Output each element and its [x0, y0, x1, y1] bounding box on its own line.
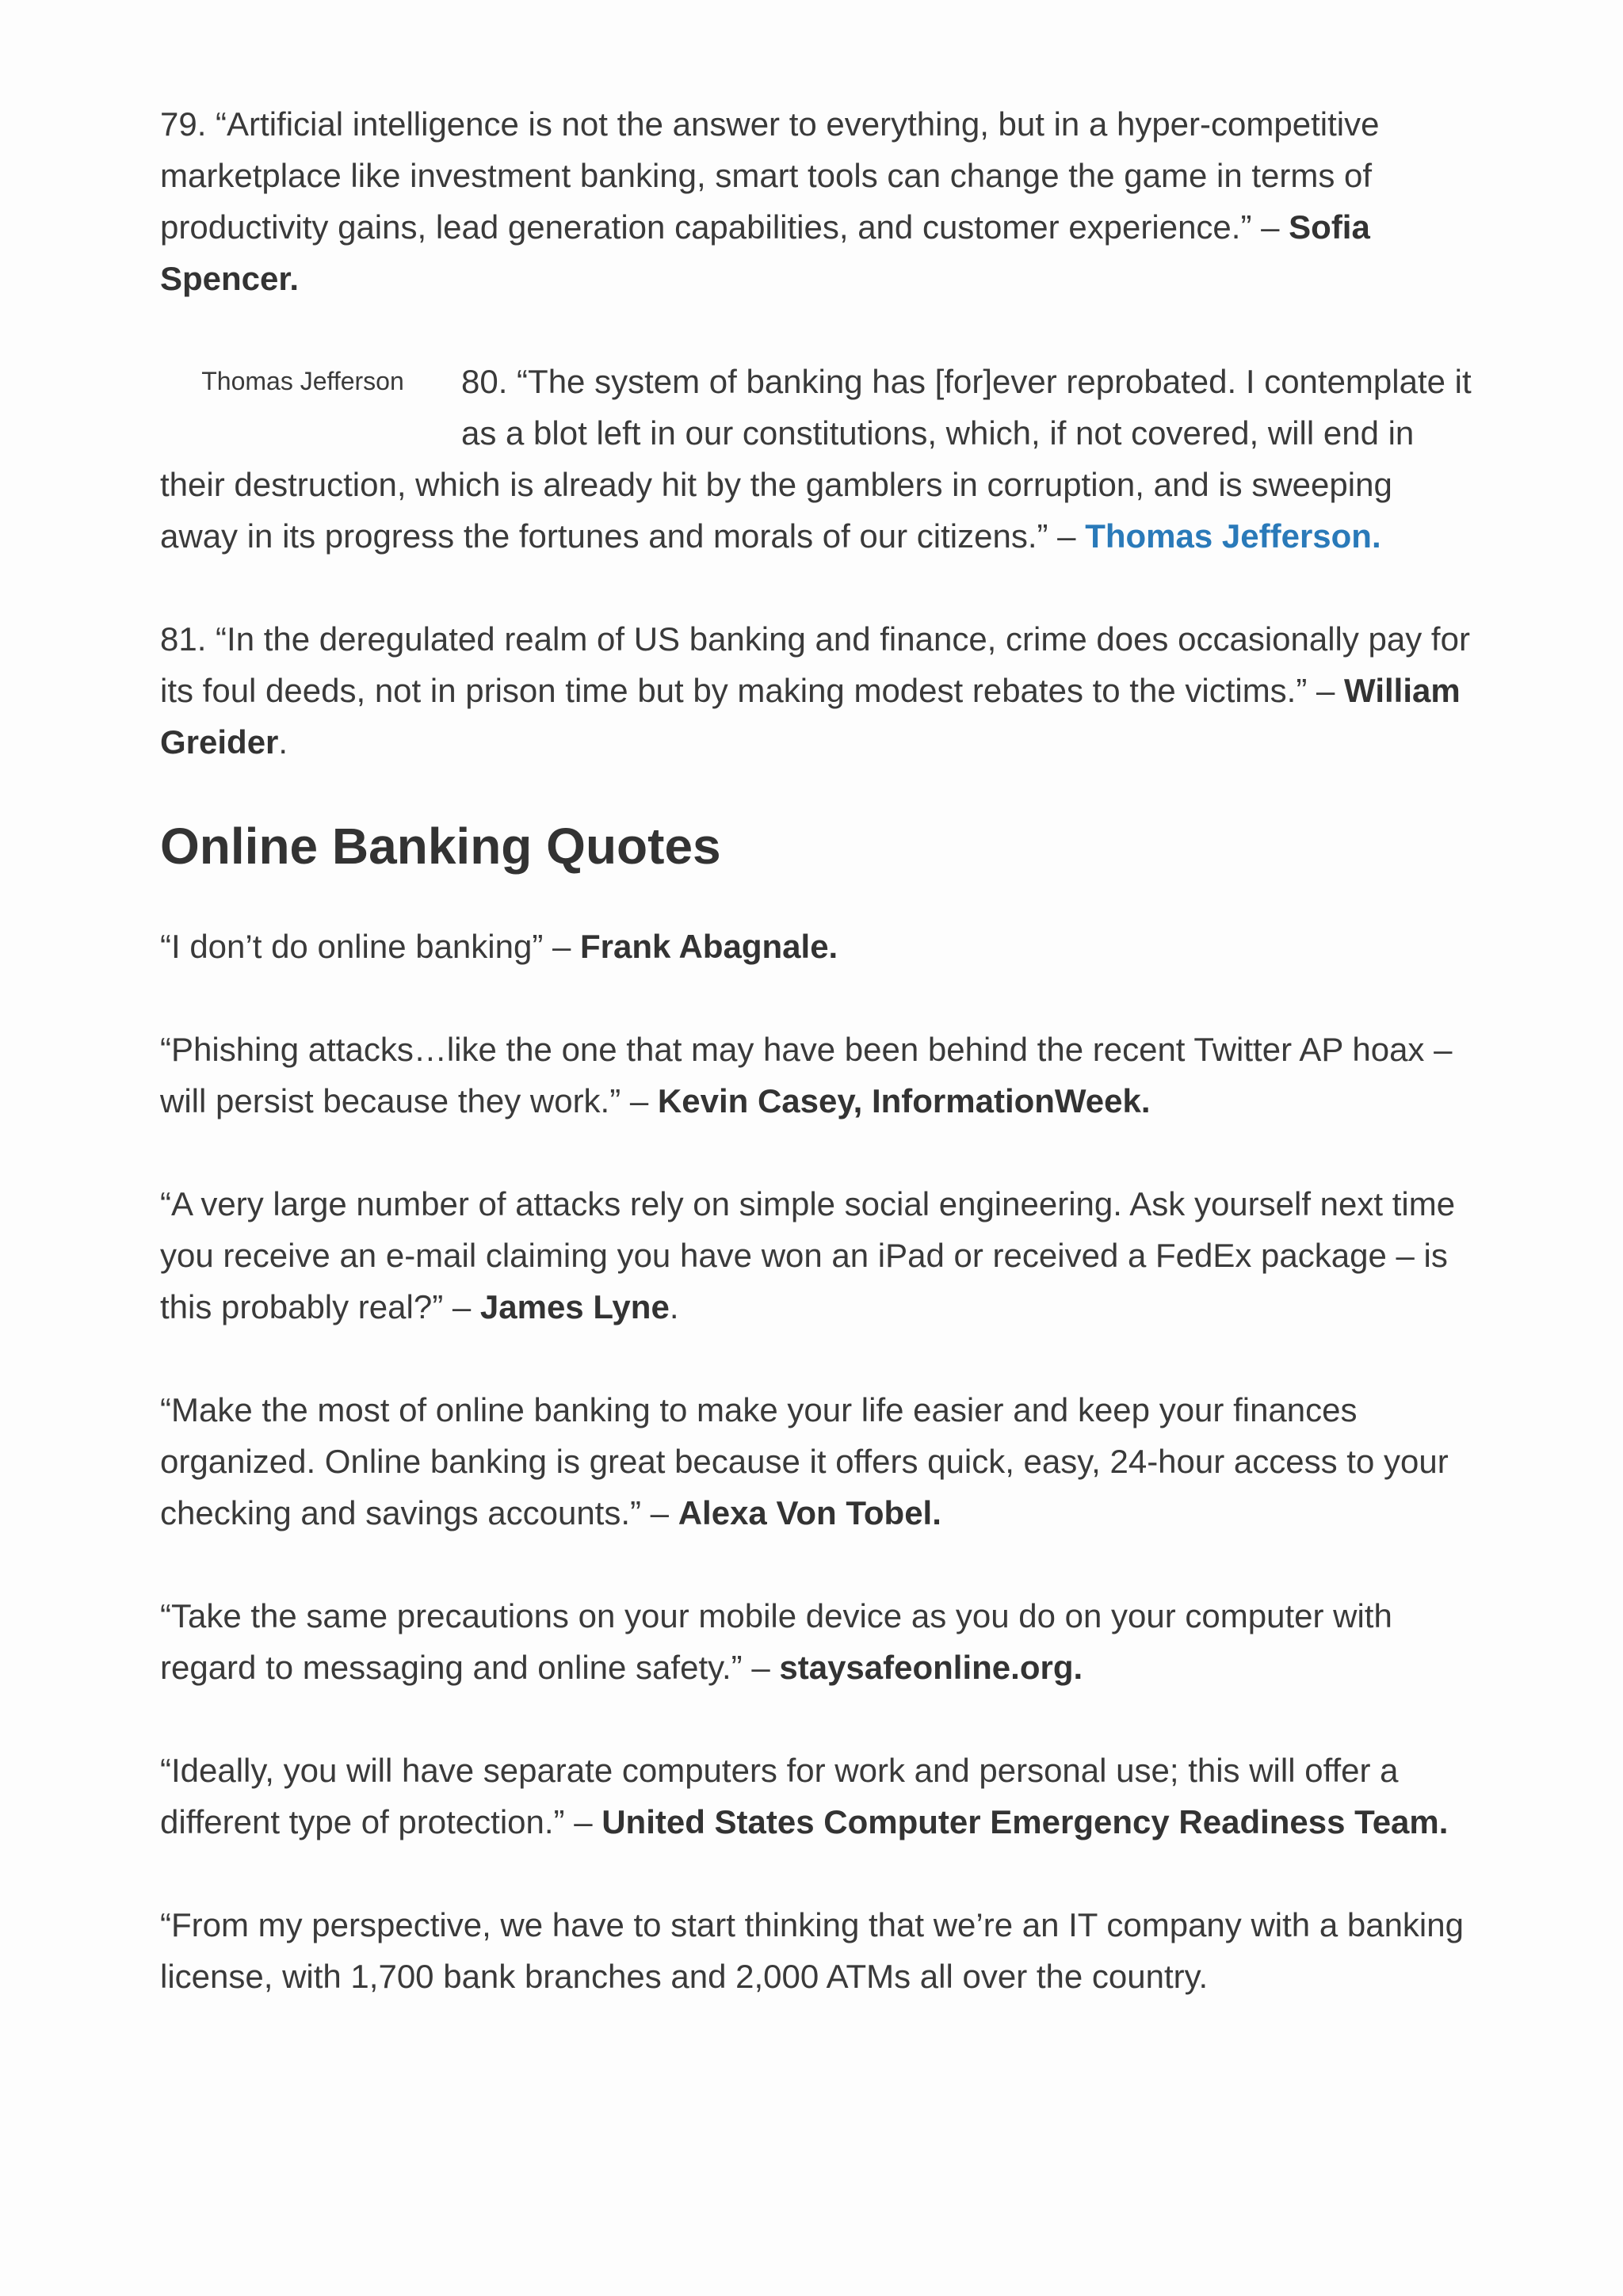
quote-81-tail: .	[278, 723, 288, 761]
quote-80-block	[160, 356, 1472, 562]
online-quote-6	[160, 1745, 1472, 1848]
online-quote-text: “Ideally, you will have separate computers for work and personal use; this will offer a different type of protection.” –	[160, 1752, 1399, 1840]
quote-80-text: 80. “The system of banking has [for]ever reprobated. I contemplate it as a blot left in our constitutions, which, if not covered, will end in their destruction, which is already hit by the gamblers in corruption, and is sweeping away in its progress the fortunes and morals of our citizens.” –	[160, 363, 1472, 555]
online-quote-2	[160, 1024, 1472, 1127]
online-quote-text: “I don’t do online banking” –	[160, 928, 581, 965]
online-quote-4	[160, 1384, 1472, 1539]
online-quote-5	[160, 1590, 1472, 1693]
quote-81-text: 81. “In the deregulated realm of US banking and finance, crime does occasionally pay for its foul deeds, not in prison time but by making modest rebates to the victims.” –	[160, 620, 1470, 709]
online-quote-text: “Make the most of online banking to make your life easier and keep your finances organized. Online banking is great because it offers quick, easy, 24-hour access to your checking and savings accounts.” –	[160, 1391, 1449, 1531]
quote-79	[160, 98, 1472, 304]
online-quote-text: “A very large number of attacks rely on simple social engineering. Ask yourself next time you receive an e-mail claiming you have won an iPad or received a FedEx package – is this probably real?” –	[160, 1185, 1456, 1325]
online-quote-3	[160, 1178, 1472, 1333]
online-quote-text: “From my perspective, we have to start thinking that we’re an IT company with a banking license, with 1,700 bank branches and 2,000 ATMs all over the country.	[160, 1906, 1464, 1995]
quote-79-text: 79. “Artificial intelligence is not the answer to everything, but in a hyper-competitive marketplace like investment banking, smart tools can change the game in terms of productivity gains, lead generation capabilities, and customer experience.” –	[160, 105, 1380, 246]
quote-81-author: William Greider	[160, 672, 1461, 761]
online-quote-author: staysafeonline.org.	[779, 1649, 1083, 1686]
online-quote-author: James Lyne	[479, 1288, 670, 1325]
online-quote-7	[160, 1899, 1472, 2002]
online-quote-text: “Take the same precautions on your mobile device as you do on your computer with regard to messaging and online safety.” –	[160, 1597, 1392, 1686]
online-quote-text: “Phishing attacks…like the one that may have been behind the recent Twitter AP hoax –will persist because they work.” –	[160, 1031, 1453, 1119]
quote-81	[160, 613, 1472, 768]
author-link-thomas-jefferson[interactable]: Thomas Jefferson.	[1085, 517, 1381, 555]
online-quote-author: United States Computer Emergency Readiness Team.	[601, 1803, 1449, 1840]
online-quote-1	[160, 921, 1472, 972]
image-caption-thomas-jefferson: Thomas Jefferson	[201, 367, 404, 395]
online-quote-author: Kevin Casey, InformationWeek.	[657, 1082, 1151, 1119]
online-quote-tail: .	[669, 1288, 679, 1325]
quote-79-author: Sofia Spencer.	[160, 208, 1370, 297]
online-quote-author: Alexa Von Tobel.	[678, 1494, 941, 1531]
section-heading-online-banking: Online Banking Quotes	[160, 818, 721, 875]
online-quote-author: Frank Abagnale.	[580, 928, 838, 965]
